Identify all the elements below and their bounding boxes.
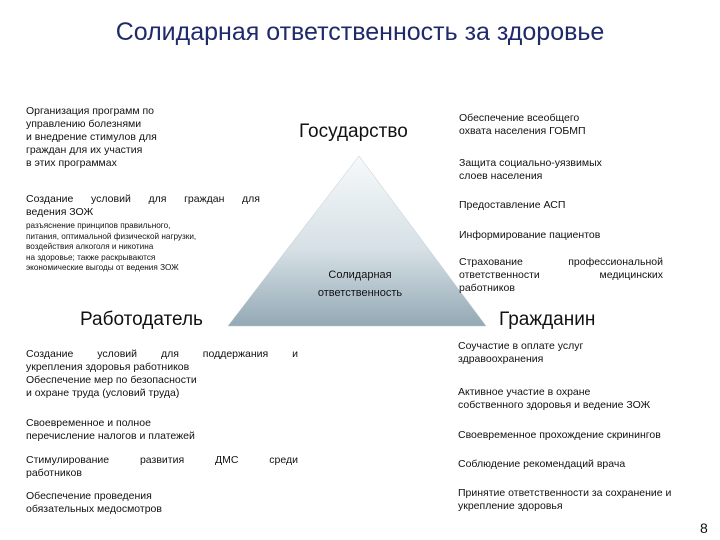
bottom-left-item-4: [26, 490, 298, 516]
text-line: перечисление налогов и платежей: [26, 430, 195, 442]
text-line: Соучастие в оплате услуг: [458, 340, 584, 352]
bottom-left-item-2: [26, 417, 298, 443]
page-title: Солидарная ответственность за здоровье: [115, 18, 605, 46]
text-line: работников: [26, 467, 82, 479]
text-line: разъяснение принципов правильного,: [26, 221, 171, 230]
text-line: обязательных медосмотров: [26, 503, 162, 515]
top-right-item-5: [459, 256, 663, 295]
text-line: работников: [459, 282, 515, 294]
bottom-right-item-2: [458, 386, 708, 412]
text-line: Страхование профессиональной: [459, 256, 663, 268]
top-left-item-1: [26, 105, 216, 170]
text-line: здравоохранения: [458, 353, 544, 365]
text-line: укрепление здоровья: [458, 500, 563, 512]
pyramid-left-label: Работодатель: [80, 309, 203, 330]
bottom-right-item-4: Соблюдение рекомендаций врача: [458, 458, 626, 470]
text-line: Обеспечение мер по безопасности: [26, 374, 197, 386]
bottom-right-item-3: Своевременное прохождение скринингов: [458, 429, 661, 441]
text-line: в этих программах: [26, 157, 117, 169]
text-line: слоев населения: [459, 170, 543, 182]
top-right-item-4: Информирование пациентов: [459, 229, 601, 241]
text-line: ведения ЗОЖ: [26, 206, 94, 218]
text-line: Обеспечение проведения: [26, 490, 152, 502]
text-line: Своевременное и полное: [26, 417, 151, 429]
text-line: Стимулирование развития ДМС среди: [26, 454, 298, 466]
text-line: экономические выгоды от ведения ЗОЖ: [26, 263, 179, 272]
top-left-item-2: [26, 193, 260, 219]
bottom-right-item-5: [458, 487, 708, 513]
text-line: охвата населения ГОБМП: [459, 125, 586, 137]
top-right-item-2: [459, 157, 649, 183]
text-line: питания, оптимальной физической нагрузки,: [26, 231, 197, 241]
text-line: граждан для их участия: [26, 144, 143, 156]
text-line: Активное участие в охране: [458, 386, 591, 398]
text-line: Принятие ответственности за сохранение и: [458, 487, 672, 499]
top-left-item-3: [26, 221, 266, 274]
text-line: и внедрение стимулов для: [26, 131, 157, 143]
pyramid-center-line1: Солидарная: [328, 269, 392, 281]
text-line: на здоровье; также раскрываются: [26, 252, 156, 262]
bottom-left-item-1: [26, 348, 298, 400]
text-line: и охране труда (условий труда): [26, 387, 180, 399]
pyramid-top-label: Государство: [299, 121, 408, 142]
top-right-item-1: [459, 112, 649, 138]
bottom-left-item-3: [26, 454, 298, 480]
text-line: воздействия алкоголя и никотина: [26, 242, 154, 251]
text-line: собственного здоровья и ведение ЗОЖ: [458, 399, 651, 411]
text-line: Создание условий для граждан для: [26, 193, 260, 205]
bottom-right-item-1: [458, 340, 708, 366]
text-line: Защита социально-уязвимых: [459, 157, 602, 169]
pyramid-center-label: [300, 266, 420, 302]
pyramid-right-label: Гражданин: [499, 309, 596, 330]
top-right-item-3: Предоставление АСП: [459, 199, 566, 211]
text-line: Создание условий для поддержания и: [26, 348, 298, 360]
text-line: укрепления здоровья работников: [26, 361, 190, 373]
text-line: ответственности медицинских: [459, 269, 663, 281]
text-line: управлению болезнями: [26, 118, 142, 130]
text-line: Организация программ по: [26, 105, 154, 117]
text-line: Обеспечение всеобщего: [459, 112, 580, 124]
pyramid-center-line2: ответственность: [317, 287, 403, 299]
page-number: 8: [700, 520, 708, 536]
